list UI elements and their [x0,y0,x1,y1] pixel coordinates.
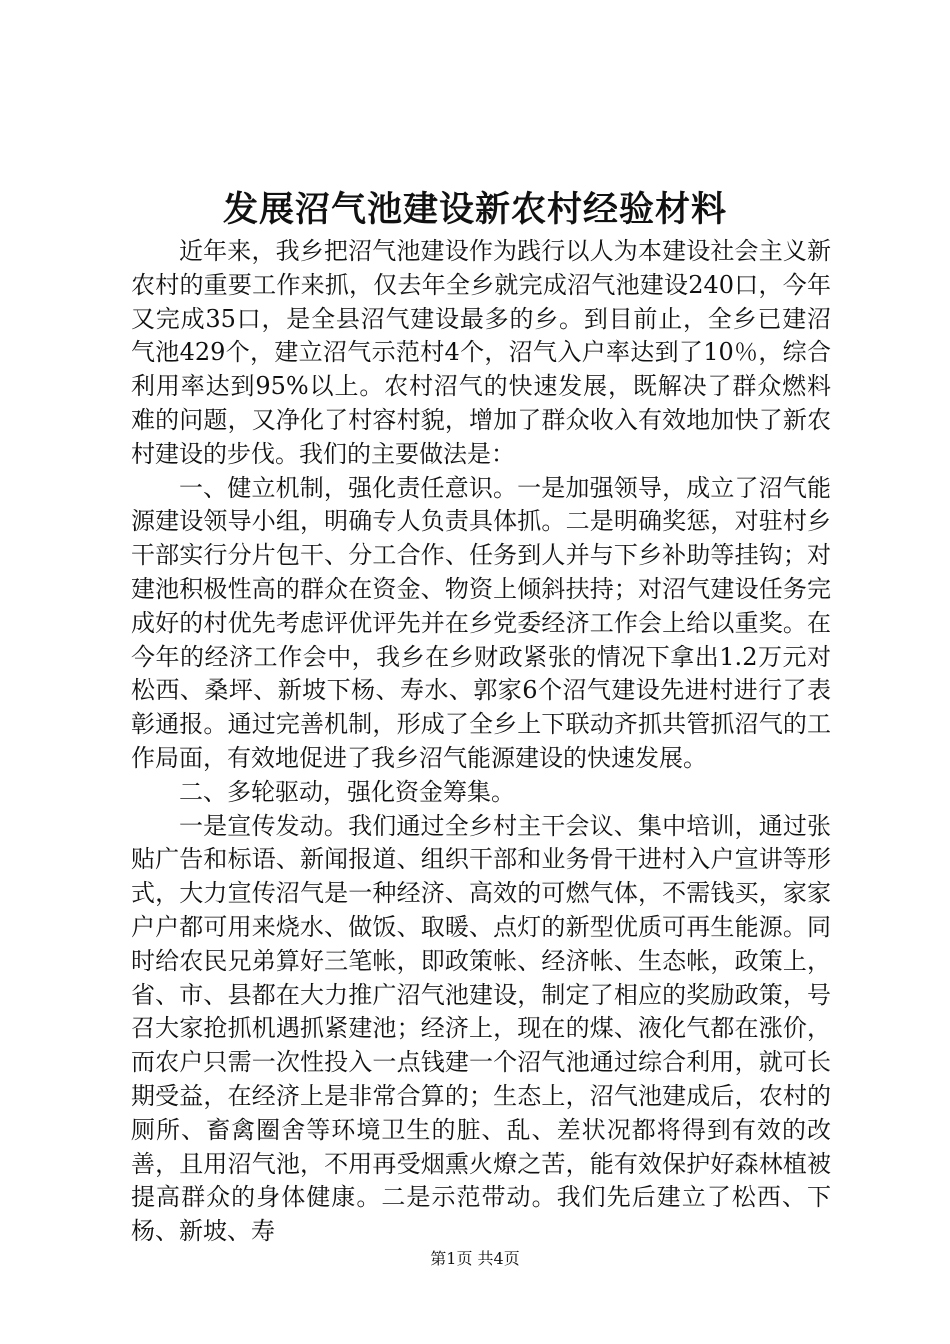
paragraph-funding-heading: 二、多轮驱动，强化资金筹集。 [179,777,515,806]
paragraph-publicity: 一是宣传发动。我们通过全乡村主干会议、集中培训，通过张贴广告和标语、新闻报道、组织干部和业务骨干进村入户宣讲等形式，大力宣传沼气是一种经济、高效的可燃气体，不需钱买，家家户户都可用来烧水、做饭、取暖、点灯的新型优质可再生能源。同时给农民兄弟算好三笔帐，即政策帐、经济帐、生态帐，政策上，省、市、县都在大力推广沼气池建设，制定了相应的奖励政策，号召大家抢抓机遇抓紧建池；经济上，现在的煤、液化气都在涨价，而农户只需一次性投入一点钱建一个沼气池通过综合利用，就可长期受益，在经济上是非常合算的；生态上，沼气池建成后，农村的厕所、畜禽圈舍等环境卫生的脏、乱、差状况都将得到有效的改善，且用沼气池，不用再受烟熏火燎之苦，能有效保护好森林植被提高群众的身体健康。二是示范带动。我们先后建立了松西、下杨、新坡、寿 [131,811,831,1246]
document-body [131,235,831,1249]
page-footer: 第1页 共4页 [430,1249,520,1268]
paragraph-intro: 近年来，我乡把沼气池建设作为践行以人为本建设社会主义新农村的重要工作来抓，仅去年全乡就完成沼气池建设240口，今年又完成35口，是全县沼气建设最多的乡。到目前止，全乡已建沼气池429个，建立沼气示范村4个，沼气入户率达到了10％，综合利用率达到95%以上。农村沼气的快速发展，既解决了群众燃料难的问题，又净化了村容村貌，增加了群众收入有效地加快了新农村建设的步伐。我们的主要做法是： [131,237,831,468]
document-title: 发展沼气池建设新农村经验材料 [222,189,727,230]
paragraph-mechanism: 一、健立机制，强化责任意识。一是加强领导，成立了沼气能源建设领导小组，明确专人负责具体抓。二是明确奖惩，对驻村乡干部实行分片包干、分工合作、任务到人并与下乡补助等挂钩；对建池积极性高的群众在资金、物资上倾斜扶持；对沼气建设任务完成好的村优先考虑评优评先并在乡党委经济工作会上给以重奖。在今年的经济工作会中，我乡在乡财政紧张的情况下拿出1.2万元对松西、桑坪、新坡下杨、寿水、郭家6个沼气建设先进村进行了表彰通报。通过完善机制，形成了全乡上下联动齐抓共管抓沼气的工作局面，有效地促进了我乡沼气能源建设的快速发展。 [131,473,831,772]
